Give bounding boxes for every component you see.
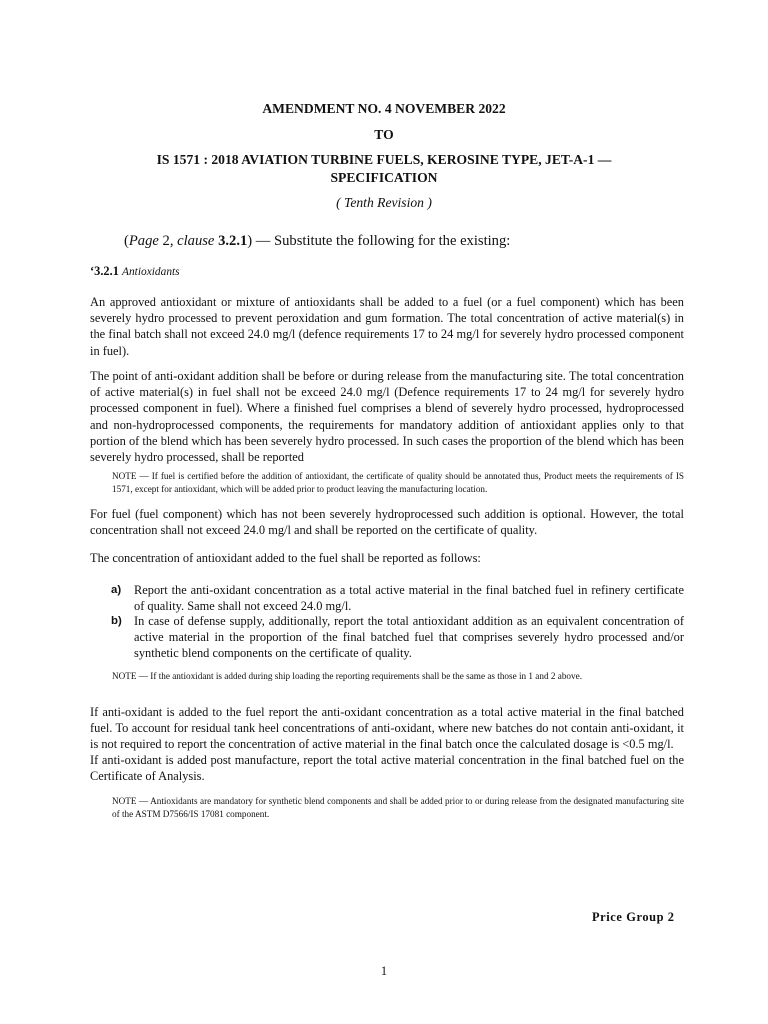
standard-title-line1: IS 1571 : 2018 AVIATION TURBINE FUELS, KEROSINE TYPE, JET-A-1 — xyxy=(156,152,612,167)
note-2: NOTE — If the antioxidant is added during ship loading the reporting requirements shall be the same as those in 1 and 2 above. xyxy=(112,671,582,681)
clause-heading xyxy=(90,264,180,279)
substitution-instruction: (Page 2, clause 3.2.1) — Substitute the following for the existing: xyxy=(124,233,511,249)
price-group: Price Group 2 xyxy=(592,910,675,924)
amendment-title: AMENDMENT NO. 4 NOVEMBER 2022 xyxy=(262,101,506,116)
paragraph-3: For fuel (fuel component) which has not been severely hydroprocessed such addition is optional. However, the total concentration shall not exceed 24.0 mg/l and shall be reported on the certificate of quality. xyxy=(90,507,684,538)
page-number: 1 xyxy=(380,964,388,978)
paragraph-5: If anti-oxidant is added to the fuel report the anti-oxidant concentration as a total active material in the final batched fuel. To account for residual tank heel concentrations of anti-oxidant, where new batches do not contain anti-oxidant, it is not required to report the concentration of active material in the final batch once the calculated dosage is <0.5 mg/l. xyxy=(90,705,684,752)
to-line: TO xyxy=(374,127,394,142)
paragraph-4: The concentration of antioxidant added to the fuel shall be reported as follows: xyxy=(90,551,481,565)
note-3: NOTE — Antioxidants are mandatory for synthetic blend components and shall be added prior to or during release from the designated manufacturing site of the ASTM D7566/IS 17081 component. xyxy=(112,796,684,819)
list-text-b: In case of defense supply, additionally, report the total antioxidant addition as an equivalent concentration of active material in the proportion of the final batched fuel that comprises severely hydro processed and/or synthetic blend components on the certificate of quality. xyxy=(134,614,684,661)
note-1: NOTE — If fuel is certified before the addition of antioxidant, the certificate of quality should be annotated thus, Product meets the requirements of IS 1571, except for antioxidant, which will be added prior to product leaving the manufacturing location. xyxy=(112,471,684,494)
clause-title: Antioxidants xyxy=(122,266,180,278)
paragraph-6: If anti-oxidant is added post manufacture, report the total active material concentration in the final batched fuel on the Certificate of Analysis. xyxy=(90,753,684,784)
paragraph-1: An approved antioxidant or mixture of antioxidants shall be added to a fuel (or a fuel component) which has been severely hydro processed to prevent peroxidation and gum formation. The total concentration of active material(s) in the final batch shall not exceed 24.0 mg/l (defence requirements 17 to 24 mg/l for severely hydro processed component in fuel). xyxy=(90,295,684,358)
list-marker-b: b) xyxy=(111,615,122,627)
clause-number: ‘3.2.1 xyxy=(90,264,119,278)
revision-subtitle: ( Tenth Revision ) xyxy=(336,195,432,210)
list-marker-a: a) xyxy=(111,584,122,596)
paragraph-2: The point of anti-oxidant addition shall be before or during release from the manufacturing site. The total concentration of active material(s) in fuel shall not be exceed 24.0 mg/l (Defence requirements 17 to 24 mg/l for severely hydro processed component in fuel). Where a finished fuel comprises a blend of severely hydro processed, hydroprocessed and non-hydroprocessed components, the requirements for mandatory addition of antioxidant applies only to that portion of the blend which has been severely hydro processed. In such cases the proportion of the blend which has been severely hydro processed, shall be reported xyxy=(90,369,684,465)
list-text-a: Report the anti-oxidant concentration as a total active material in the final batched fuel in refinery certificate of quality. Same shall not exceed 24.0 mg/l. xyxy=(134,583,684,614)
standard-title-line2: SPECIFICATION xyxy=(330,170,438,185)
